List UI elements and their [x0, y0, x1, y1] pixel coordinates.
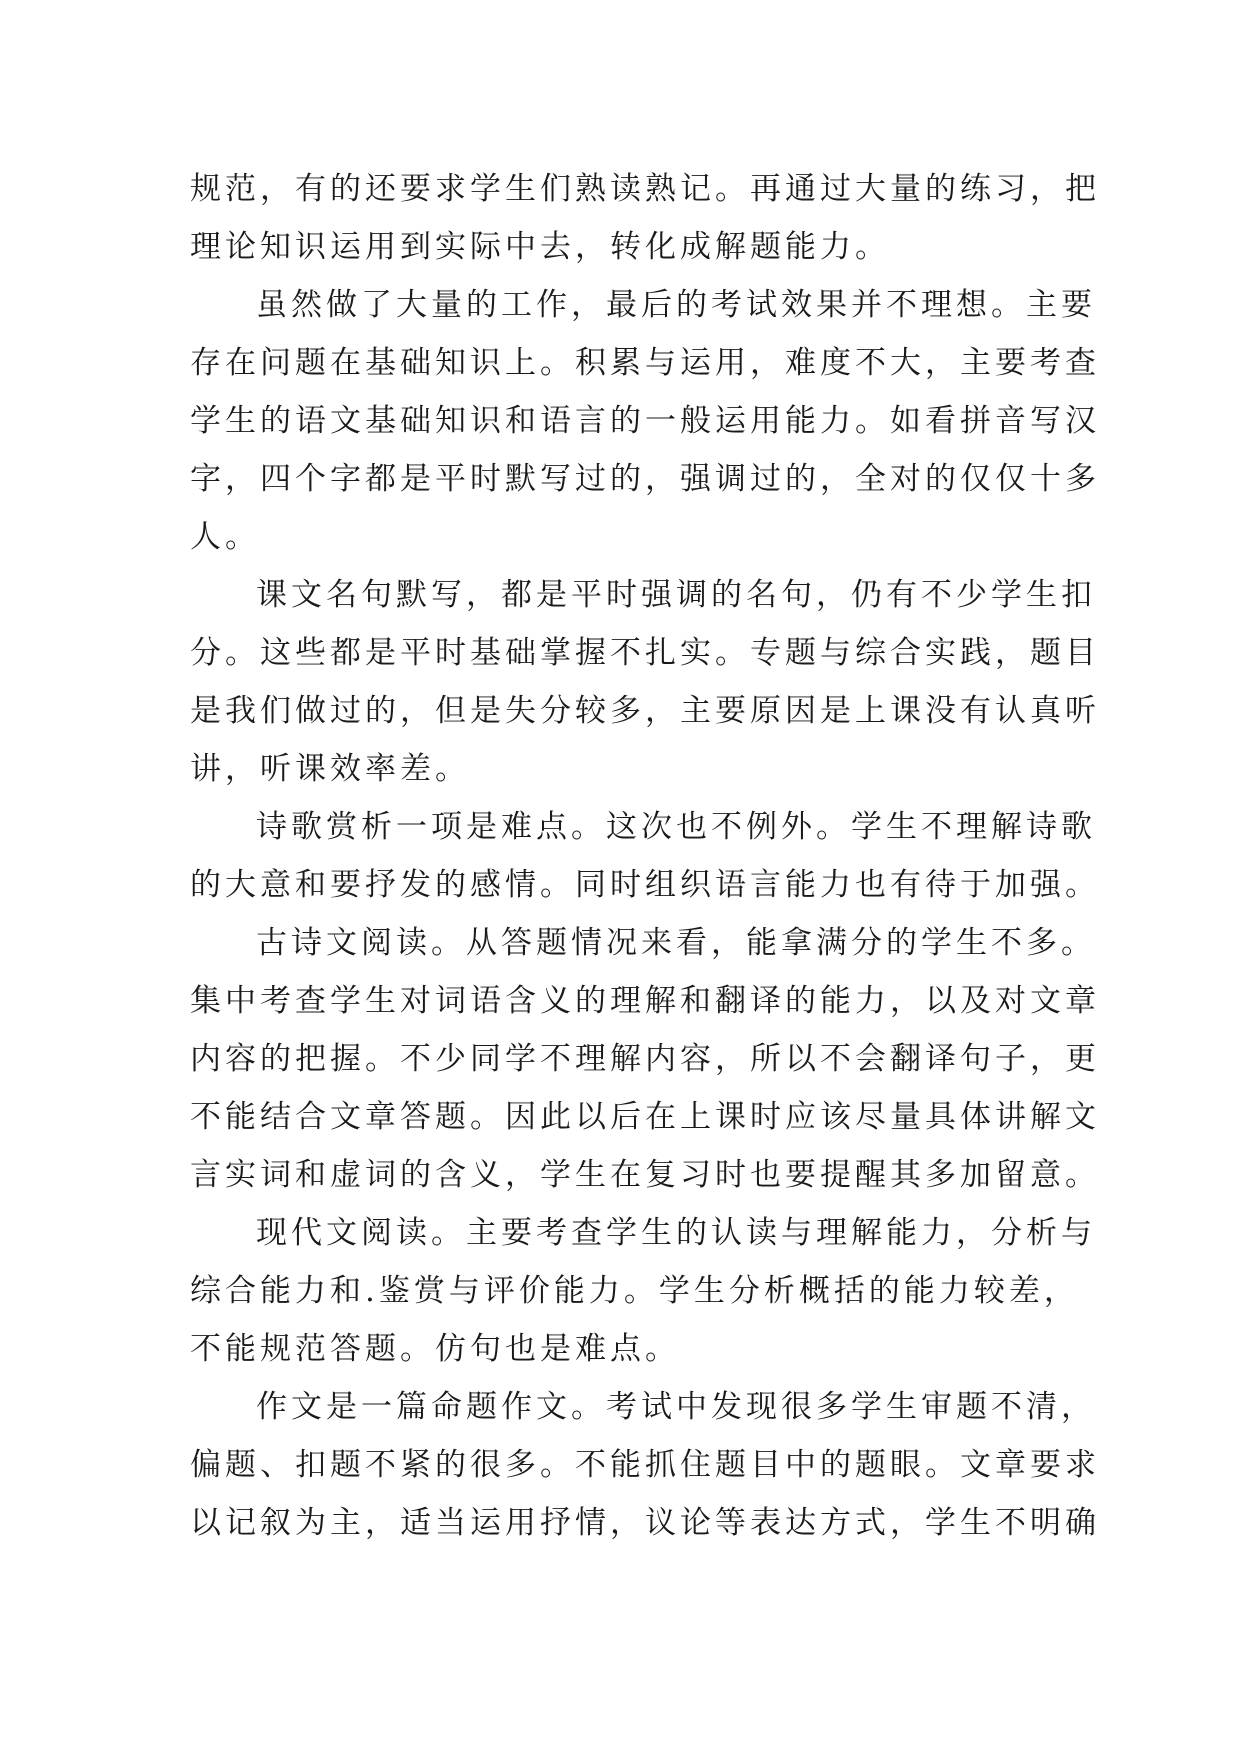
- paragraph-line: 集中考查学生对词语含义的理解和翻译的能力，以及对文章: [190, 983, 1100, 1019]
- paragraph-first-line: 古诗文阅读。从答题情况来看，能拿满分的学生不多。: [256, 925, 1096, 961]
- paragraph-line: 内容的把握。不少同学不理解内容，所以不会翻译句子，更: [190, 1041, 1100, 1077]
- document-body: [190, 160, 1100, 1552]
- paragraph-line: 理论知识运用到实际中去，转化成解题能力。: [190, 229, 890, 265]
- paragraph-first-line: 现代文阅读。主要考查学生的认读与理解能力，分析与: [256, 1215, 1096, 1251]
- paragraph-line: 的大意和要抒发的感情。同时组织语言能力也有待于加强。: [190, 867, 1100, 903]
- paragraph-line: 以记叙为主，适当运用抒情，议论等表达方式，学生不明确: [190, 1505, 1100, 1541]
- paragraph-first-line: 作文是一篇命题作文。考试中发现很多学生审题不清，: [256, 1389, 1096, 1425]
- paragraph-line: 字，四个字都是平时默写过的，强调过的，全对的仅仅十多: [190, 461, 1100, 497]
- paragraph-line: 不能结合文章答题。因此以后在上课时应该尽量具体讲解文: [190, 1099, 1100, 1135]
- paragraph-line: 综合能力和.鉴赏与评价能力。学生分析概括的能力较差，: [190, 1273, 1079, 1309]
- paragraph-line: 规范，有的还要求学生们熟读熟记。再通过大量的练习，把: [190, 171, 1100, 207]
- paragraph-line: 是我们做过的，但是失分较多，主要原因是上课没有认真听: [190, 693, 1100, 729]
- paragraph-first-line: 课文名句默写，都是平时强调的名句，仍有不少学生扣: [256, 577, 1096, 613]
- paragraph-first-line: 诗歌赏析一项是难点。这次也不例外。学生不理解诗歌: [256, 809, 1096, 845]
- paragraph-first-line: 虽然做了大量的工作，最后的考试效果并不理想。主要: [256, 287, 1096, 323]
- paragraph-line: 不能规范答题。仿句也是难点。: [190, 1331, 680, 1367]
- paragraph-line: 存在问题在基础知识上。积累与运用，难度不大，主要考查: [190, 345, 1100, 381]
- paragraph-line: 分。这些都是平时基础掌握不扎实。专题与综合实践，题目: [190, 635, 1100, 671]
- paragraph-line: 讲，听课效率差。: [190, 751, 470, 787]
- paragraph-line: 学生的语文基础知识和语言的一般运用能力。如看拼音写汉: [190, 403, 1100, 439]
- paragraph-line: 人。: [190, 519, 260, 555]
- paragraph-line: 言实词和虚词的含义，学生在复习时也要提醒其多加留意。: [190, 1157, 1100, 1193]
- paragraph-line: 偏题、扣题不紧的很多。不能抓住题目中的题眼。文章要求: [190, 1447, 1100, 1483]
